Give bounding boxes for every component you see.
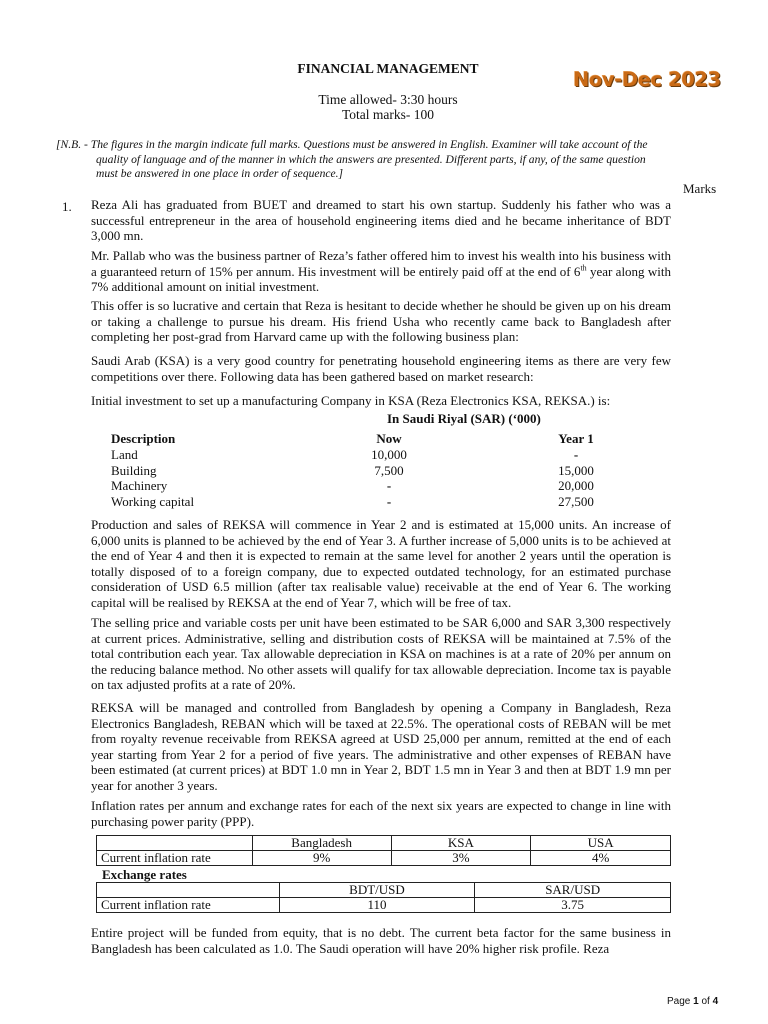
cell-year-1: 27,500 <box>558 494 594 510</box>
question-paragraph-8: REKSA will be managed and controlled from Bangladesh by opening a Company in Bangladesh, Reza Electronics Bangladesh, REBAN which will be taxed at 22.5%. The operational costs of REBAN will be met from royalty revenue receivable from REKSA agreed at USD 25,000 per annum, remitted at the end of each year starting from Year 2 for a period of five years. The administrative and other expenses of REBAN have been estimated (at current prices) at BDT 1.0 mn in Year 2, BDT 1.5 mn in Year 3 and then at BDT 1.9 mn per year for another 3 years. <box>91 700 671 793</box>
cell-year-1: - <box>573 446 579 462</box>
time-allowed: Time allowed- 3:30 hours <box>318 92 458 107</box>
inflation-header-blank <box>97 836 253 851</box>
cell-description: Machinery <box>111 478 168 494</box>
exchange-table <box>96 882 671 913</box>
inflation-usa-value: 4% <box>531 851 671 866</box>
cell-year-1: 20,000 <box>558 478 594 494</box>
paragraph-2-text-a: Mr. Pallab who was the business partner of Reza’s father offered him to invest his wealth into his business with a guaranteed return of 15% per annum. His investment will be entirely paid off at the end of 6 <box>91 248 671 279</box>
exchange-row-label: Current inflation rate <box>97 898 280 913</box>
inflation-row-label: Current inflation rate <box>97 851 253 866</box>
cell-now: 7,500 <box>374 462 404 478</box>
page-title: FINANCIAL MANAGEMENT <box>297 61 479 76</box>
session-badge: Nov-Dec 2023 <box>573 68 721 91</box>
table-row <box>97 836 671 851</box>
marks-column-label: Marks <box>683 181 717 196</box>
inflation-ksa-value: 3% <box>391 851 531 866</box>
cell-year-1: 15,000 <box>558 462 594 478</box>
question-paragraph-3: This offer is so lucrative and certain that Reza is hesitant to decide whether he should be given up on his dream or taking a challenge to pursue his dream. His friend Usha who recently came back to Bangladesh after completing her post-grad from Harvard came up with the following business plan: <box>91 298 671 345</box>
col-description: Description <box>111 431 176 446</box>
page-total: 4 <box>712 996 719 1007</box>
instructions-line-2: quality of language and of the manner in which the answers are presented. Different parts, if any, of the same question <box>96 152 646 166</box>
exchange-bdt-usd-value: 110 <box>279 898 475 913</box>
table-row <box>97 851 671 866</box>
page-of: of <box>698 996 713 1007</box>
question-paragraph-9: Inflation rates per annum and exchange rates for each of the next six years are expected to change in line with purchasing power parity (PPP). <box>91 798 671 829</box>
inflation-table <box>96 835 671 866</box>
table-row <box>97 883 671 898</box>
cell-now: - <box>386 494 392 510</box>
inflation-col-usa: USA <box>531 836 671 851</box>
inflation-col-bangladesh: Bangladesh <box>252 836 391 851</box>
col-now: Now <box>376 431 402 446</box>
instructions <box>56 138 722 182</box>
cell-description: Working capital <box>111 494 195 510</box>
question-number: 1. <box>62 199 72 214</box>
investment-table-header-row <box>111 431 631 447</box>
table-row <box>111 463 631 479</box>
instructions-line-3: must be answered in one place in order of sequence.] <box>96 167 344 181</box>
table-row <box>111 478 631 494</box>
investment-table <box>111 431 631 510</box>
exchange-header-blank <box>97 883 280 898</box>
inflation-bangladesh-value: 9% <box>252 851 391 866</box>
question-paragraph-1: Reza Ali has graduated from BUET and dreamed to start his own startup. Suddenly his father who was a successful entrepreneur in the area of household engineering items died and he became inheritance of BDT 3,000 mn. <box>91 197 671 244</box>
exchange-sar-usd-value: 3.75 <box>475 898 671 913</box>
investment-table-unit-header: In Saudi Riyal (SAR) (‘000) <box>387 411 541 426</box>
table-row <box>97 898 671 913</box>
instructions-line-1: [N.B. - The figures in the margin indicate full marks. Questions must be answered in English. Examiner will take account of the <box>56 138 648 151</box>
table-row <box>111 447 631 463</box>
question-paragraph-5: Initial investment to set up a manufacturing Company in KSA (Reza Electronics KSA, REKSA.) is: <box>91 393 611 408</box>
inflation-col-ksa: KSA <box>391 836 531 851</box>
cell-description: Building <box>111 462 157 478</box>
question-paragraph-7: The selling price and variable costs per unit have been estimated to be SAR 6,000 and SAR 3,300 respectively at current prices. Administrative, selling and distribution costs of REKSA will be maintained at 7.5% of the total contribution each year. Tax allowable depreciation in KSA on machines is at a rate of 20% per annum on the reducing balance method. No other assets will qualify for tax allowable depreciation. Income tax is payable on tax adjusted profits at a rate of 20%. <box>91 615 671 693</box>
exchange-rates-label: Exchange rates <box>102 867 187 882</box>
cell-now: - <box>386 478 392 494</box>
question-paragraph-6: Production and sales of REKSA will commence in Year 2 and is estimated at 15,000 units. An increase of 6,000 units is planned to be achieved by the end of Year 3. A further increase of 5,000 units is to be achieved at the end of Year 4 and then it is expected to remain at the same level for another 2 years until the operation is totally disposed of to a foreign company, due to expected outdated technology, for an estimated purchase consideration of USD 6.5 million (after tax realisable value) receivable at the end of Year 6. The working capital will be realised by REKSA at the end of Year 7, which will be free of tax. <box>91 517 671 610</box>
col-year-1: Year 1 <box>558 431 594 446</box>
page-current: 1 <box>693 996 699 1007</box>
cell-now: 10,000 <box>371 446 407 462</box>
question-paragraph-2 <box>91 248 671 295</box>
total-marks: Total marks- 100 <box>341 107 435 122</box>
page-prefix: Page <box>667 996 694 1007</box>
ordinal-suffix: th <box>580 263 587 273</box>
exchange-col-bdt-usd: BDT/USD <box>279 883 475 898</box>
page-number <box>667 996 718 1007</box>
paragraph-2-text-b: year along with 7% additional amount on initial investment. <box>91 263 671 295</box>
question-paragraph-10: Entire project will be funded from equity, that is no debt. The current beta factor for the same business in Bangladesh has been calculated as 1.0. The Saudi operation will have 20% higher risk profile. Reza <box>91 925 671 956</box>
cell-description: Land <box>111 446 138 462</box>
table-row <box>111 494 631 510</box>
exchange-col-sar-usd: SAR/USD <box>475 883 671 898</box>
question-paragraph-4: Saudi Arab (KSA) is a very good country for penetrating household engineering items as there are very few competitions over there. Following data has been gathered based on market research: <box>91 353 671 384</box>
